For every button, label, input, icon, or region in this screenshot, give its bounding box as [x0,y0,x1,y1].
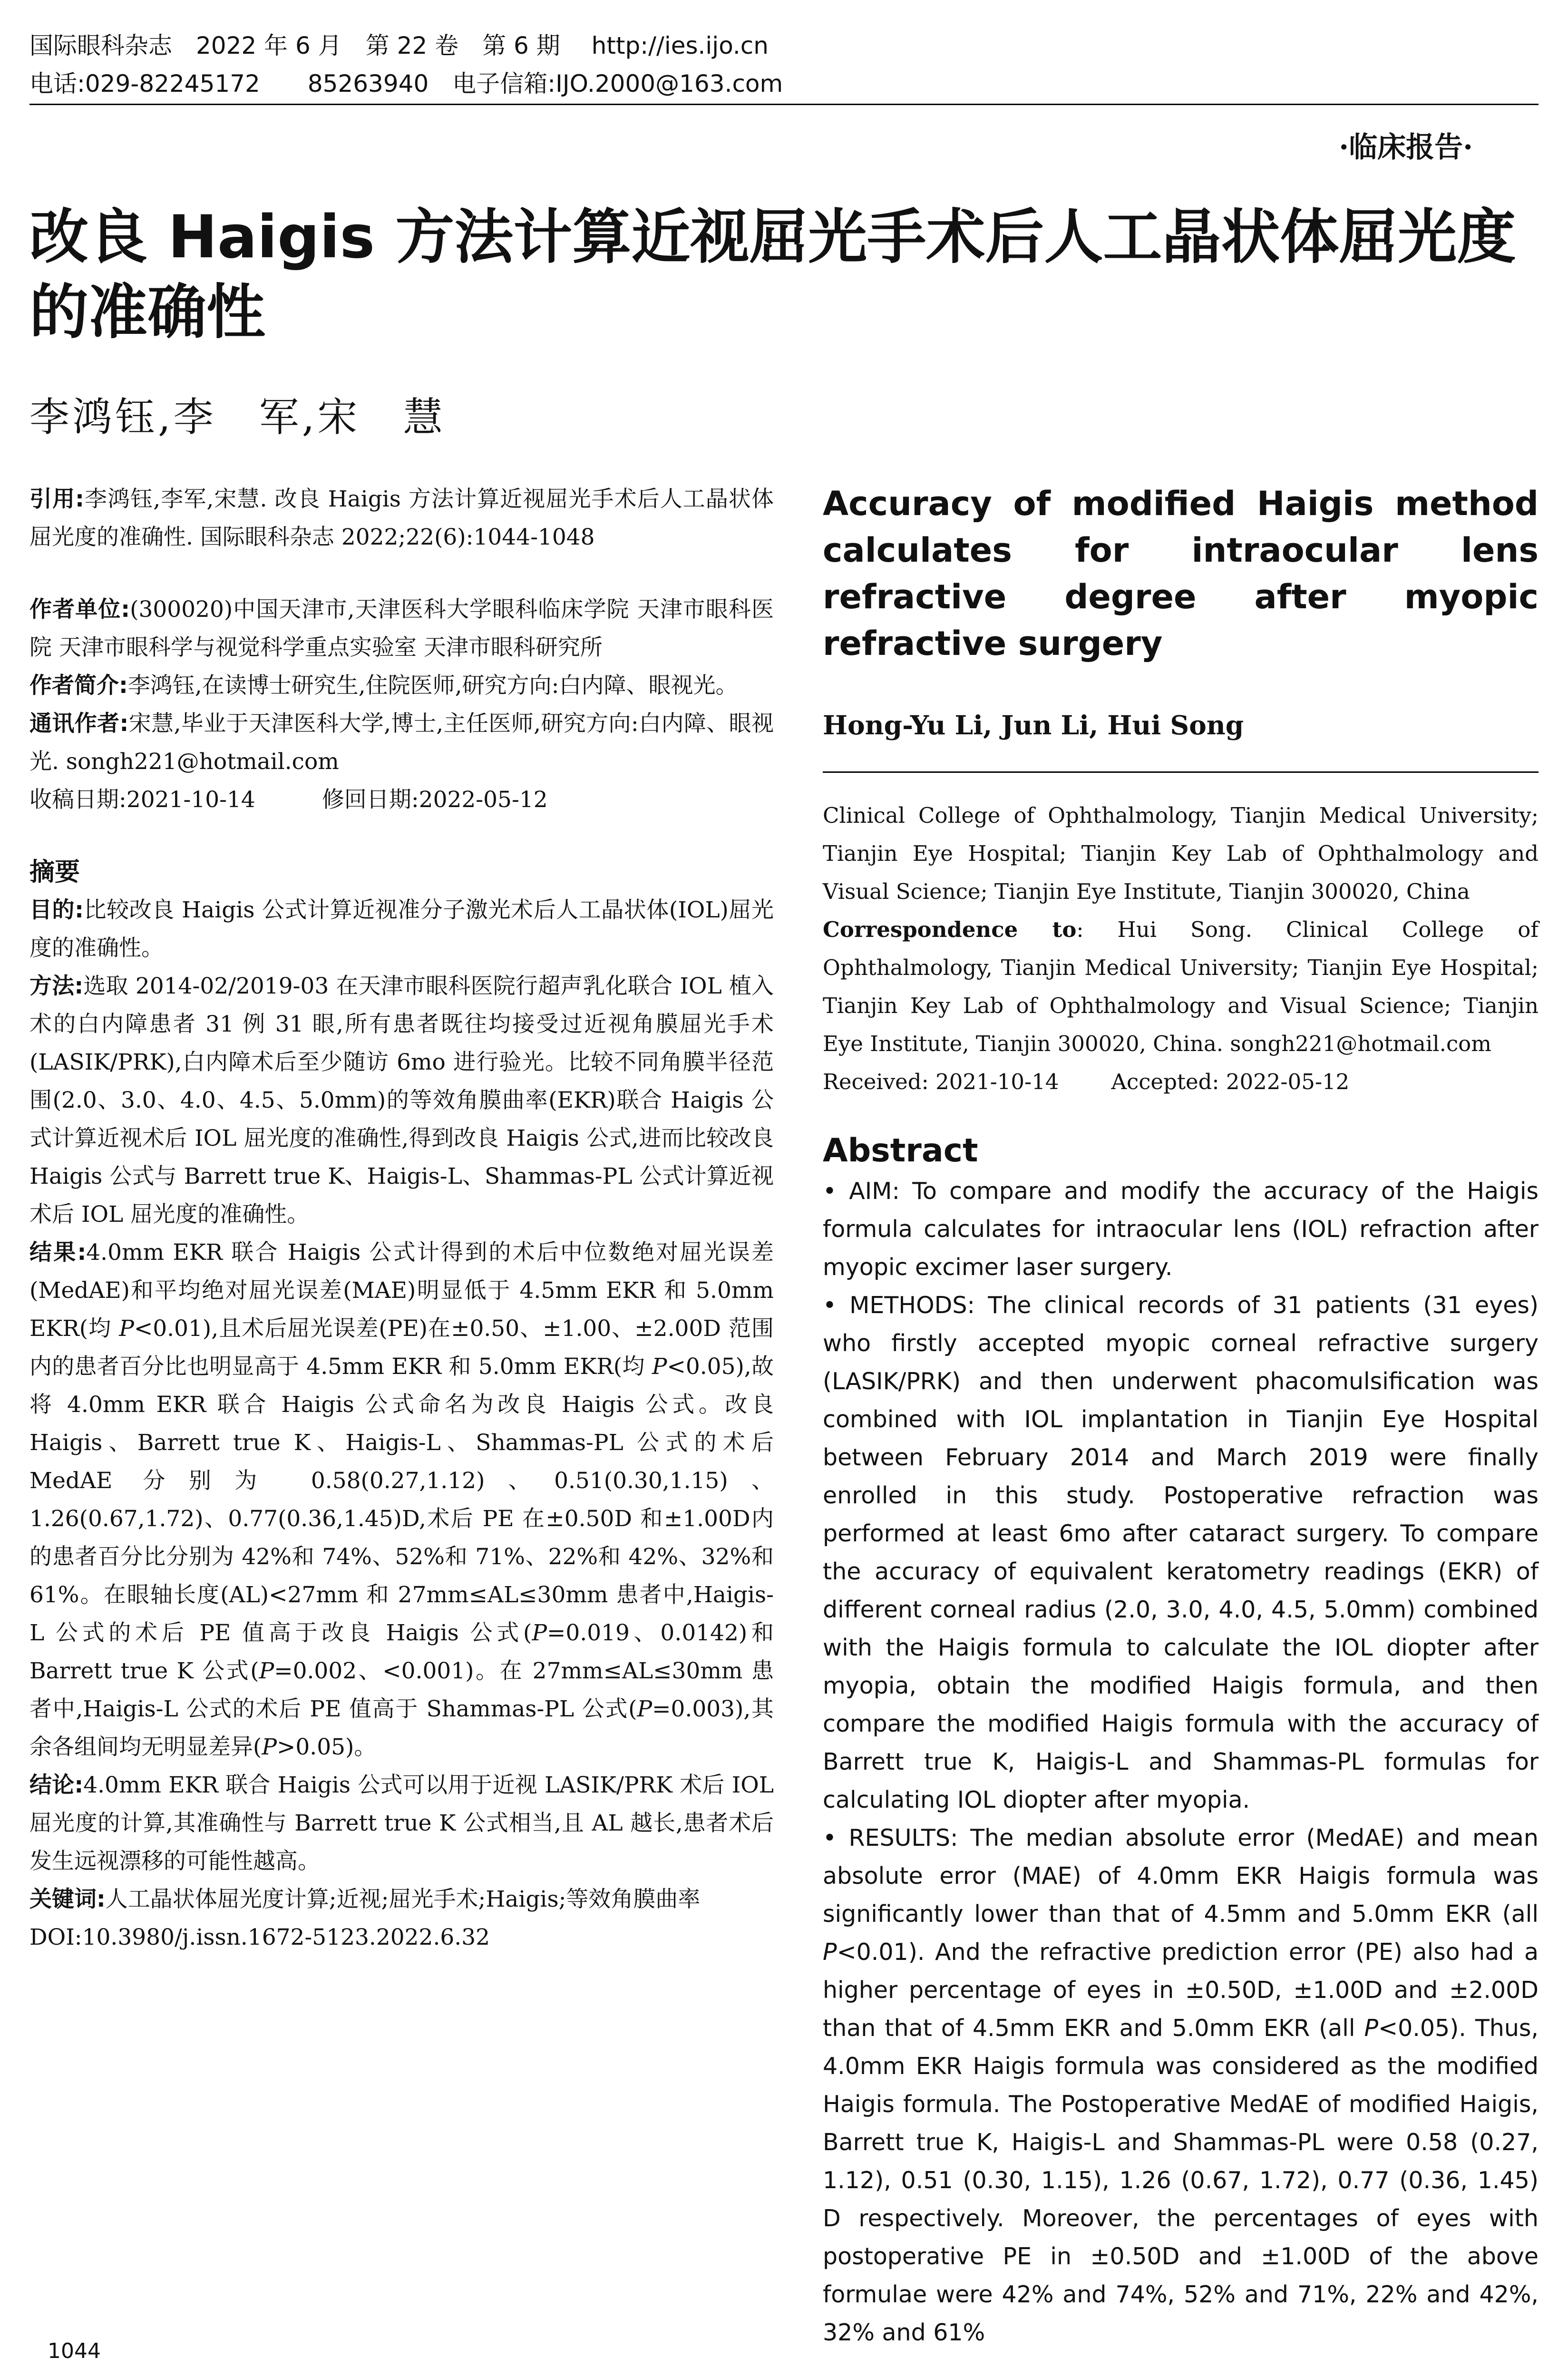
p-symbol: P [1364,2015,1379,2042]
english-title: Accuracy of modified Haigis method calculates for intraocular lens refractive degree after myopic refractive surgery [823,484,1539,663]
conclusion-text: 4.0mm EKR 联合 Haigis 公式可以用于近视 LASIK/PRK 术后 IOL 屈光度的计算,其准确性与 Barrett true K 公式相当,且 AL 越长,患者术后发生远视漂移的可能性越高。 [29,1772,774,1874]
citation-text: 李鸿钰,李军,宋慧. 改良 Haigis 方法计算近视屈光手术后人工晶状体屈光度的准确性. 国际眼科杂志 2022;22(6):1044-1048 [29,486,774,550]
article-title: 改良 Haigis 方法计算近视屈光手术后人工晶状体屈光度的准确性 [29,203,1516,347]
results-text-3: <0.05),故将 4.0mm EKR 联合 Haigis 公式命名为改良 Haigis 公式。改良 Haigis、Barrett true K、Haigis-L、Shammas-PL 公式的术后 MedAE 分别为 0.58(0.27,1.12)、0.51(0.30,1.15)、1.26(0.67,1.72)、0.77(0.36,1.45)D,术后 PE 在±0.50D 和±1.00D内的患者百分比分别为 42%和 74%、52%和 71%、22%和 42%、32%和 61%。在眼轴长度(AL)<27mm 和 27mm≤AL≤30mm 患者中,Haigis-L 公式的术后 PE 值高于改良 Haigis 公式( [29,1354,774,1646]
keywords-text: 人工晶状体屈光度计算;近视;屈光手术;Haigis;等效角膜曲率 [105,1886,701,1912]
results-cn [29,1234,774,1766]
received-date-en: Received: 2021-10-14 [823,1069,1059,1094]
results-text-1: 4.0mm EKR 联合 Haigis 公式计得到的术后中位数绝对屈光误差(MedAE)和平均绝对屈光误差(MAE)明显低于 4.5mm EKR 和 5.0mm EKR(均 [29,1239,774,1342]
affiliation-text: Clinical College of Ophthalmology, Tianjin Medical University; Tianjin Eye Hospital; Tianjin Key Lab of Ophthalmology and Visual Science; Tianjin Eye Institute, Tianjin 300020, China [823,803,1539,904]
journal-header-line-1: 国际眼科杂志 2022 年 6 月 第 22 卷 第 6 期 http://ies.ijo.cn [29,32,769,59]
abstract-heading-cn: 摘要 [29,857,80,887]
author-unit-text: (300020)中国天津市,天津医科大学眼科临床学院 天津市眼科医院 天津市眼科学与视觉科学重点实验室 天津市眼科研究所 [29,596,774,661]
methods-en: • METHODS: The clinical records of 31 patients (31 eyes) who firstly accepted myopic corneal refractive surgery (LASIK/PRK) and then underwent phacomulsification was combined with IOL implantation in Tianjin Eye Hospital between February 2014 and March 2019 were finally enrolled in this study. Postoperative refraction was performed at least 6mo after cataract surgery. To compare the accuracy of equivalent keratometry readings (EKR) of different corneal radius (2.0, 3.0, 4.0, 4.5, 5.0mm) combined with the Haigis formula to calculate the IOL diopter after myopia, obtain the modified Haigis formula, and then compare the modified Haigis formula with the accuracy of Barrett true K, Haigis-L and Shammas-PL formulas for calculating IOL diopter after myopia. [823,1292,1539,1813]
journal-header-line-2: 电话:029-82245172 85263940 电子信箱:IJO.2000@163.com [29,70,783,97]
article-authors: 李鸿钰,李 军,宋 慧 [29,394,446,440]
p-symbol: P [637,1696,653,1722]
methods-text: 选取 2014-02/2019-03 在天津市眼科医院行超声乳化联合 IOL 植入术的白内障患者 31 例 31 眼,所有患者既往均接受过近视角膜屈光手术(LASIK/PRK),白内障术后至少随访 6mo 进行验光。比较不同角膜半径范围(2.0、3.0、4.0、4.5、5.0mm)的等效角膜曲率(EKR)联合 Haigis 公式计算近视术后 IOL 屈光度的准确性,得到改良 Haigis 公式,进而比较改良 Haigis 公式与 Barrett true K、Haigis-L、Shammas-PL 公式计算近视术后 IOL 屈光度的准确性。 [29,973,774,1227]
english-authors: Hong-Yu Li, Jun Li, Hui Song [823,710,1244,740]
conclusion-cn [29,1766,774,1880]
results-text-4: =0.019、0.0142)和 Barrett true K 公式( [29,1620,774,1684]
author-unit [29,591,774,667]
abstract-heading-en: Abstract [823,1132,978,1169]
results-en-text-2: <0.01). And the refractive prediction error (PE) also had a higher percentage of eyes in ±0.50D, ±1.00D and ±2.00D than that of 4.5mm EKR and 5.0mm EKR (all [823,1939,1539,2042]
english-affiliation [823,797,1539,1101]
corresponding-author-text: 宋慧,毕业于天津医科大学,博士,主任医师,研究方向:白内障、眼视光. songh221@hotmail.com [29,711,774,775]
chinese-column [29,480,774,1957]
p-symbol: P [652,1354,667,1380]
results-en-text-3: <0.05). Thus, 4.0mm EKR Haigis formula was considered as the modified Haigis formula. The Postoperative MedAE of modified Haigis, Barrett true K, Haigis-L and Shammas-PL were 0.58 (0.27, 1.12), 0.51 (0.30, 1.15), 1.26 (0.67, 1.72), 0.77 (0.36, 1.45) D respectively. Moreover, the percentages of eyes with postoperative PE in ±0.50D and ±1.00D of the above formulae were 42% and 74%, 52% and 71%, 22% and 42%, 32% and 61% [823,2015,1539,2346]
p-symbol: P [823,1939,837,1966]
p-symbol: P [532,1620,547,1646]
keywords-cn [29,1880,774,1919]
revised-date: 修回日期:2022-05-12 [321,787,548,813]
corresponding-author-label: 通讯作者: [29,711,129,737]
citation [29,480,774,556]
author-bio-label: 作者简介: [29,672,128,699]
dates [29,781,774,819]
page-number: 1044 [48,2339,101,2363]
received-date: 收稿日期:2021-10-14 [29,787,255,813]
aim-en: • AIM: To compare and modify the accuracy of the Haigis formula calculates for intraocular lens (IOL) refraction after myopic excimer laser surgery. [823,1178,1539,1281]
keywords-label: 关键词: [29,1886,106,1912]
methods-cn [29,967,774,1234]
methods-label: 方法: [29,973,84,999]
conclusion-label: 结论: [29,1772,84,1798]
aim-cn [29,891,774,967]
doi: DOI:10.3980/j.issn.1672-5123.2022.6.32 [29,1924,490,1950]
english-column [823,480,1539,2352]
results-text-2: <0.01),且术后屈光误差(PE)在±0.50、±1.00、±2.00D 范围内的患者百分比也明显高于 4.5mm EKR 和 5.0mm EKR(均 [29,1315,774,1380]
author-unit-label: 作者单位: [29,596,130,623]
section-label: ·临床报告· [1339,131,1473,164]
author-rule [823,771,1539,773]
english-abstract [823,1172,1539,2352]
english-dates [823,1063,1539,1101]
author-bio [29,667,774,705]
p-symbol: P [262,1734,277,1760]
p-symbol: P [259,1658,274,1684]
accepted-date-en: Accepted: 2022-05-12 [1111,1069,1350,1094]
results-label: 结果: [29,1239,87,1266]
aim-label: 目的: [29,897,84,923]
corresponding-author [29,705,774,781]
header-rule [29,104,1539,105]
results-en-text-1: • RESULTS: The median absolute error (MedAE) and mean absolute error (MAE) of 4.0mm EKR Haigis formula was significantly lower than that of 4.5mm and 5.0mm EKR (all [823,1824,1539,1928]
results-text-7: >0.05)。 [276,1734,377,1760]
correspondence [823,911,1539,1063]
author-bio-text: 李鸿钰,在读博士研究生,住院医师,研究方向:白内障、眼视光。 [127,672,738,699]
results-en [823,1819,1539,2352]
correspondence-text: : Hui Song. Clinical College of Ophthalmology, Tianjin Medical University; Tianjin Eye Hospital; Tianjin Key Lab of Ophthalmology and Visual Science; Tianjin Eye Institute, Tianjin 300020, China. songh221@hotmail.com [823,917,1539,1056]
correspondence-label: Correspondence to [823,917,1077,942]
citation-label: 引用: [29,486,84,512]
results-text-5: =0.002、<0.001)。在 27mm≤AL≤30mm 患者中,Haigis-L 公式的术后 PE 值高于 Shammas-PL 公式( [29,1658,774,1722]
p-symbol: P [119,1315,134,1342]
results-text-6: =0.003),其余各组间均无明显差异( [29,1696,774,1760]
aim-text: 比较改良 Haigis 公式计算近视准分子激光术后人工晶状体(IOL)屈光度的准确性。 [29,897,774,961]
